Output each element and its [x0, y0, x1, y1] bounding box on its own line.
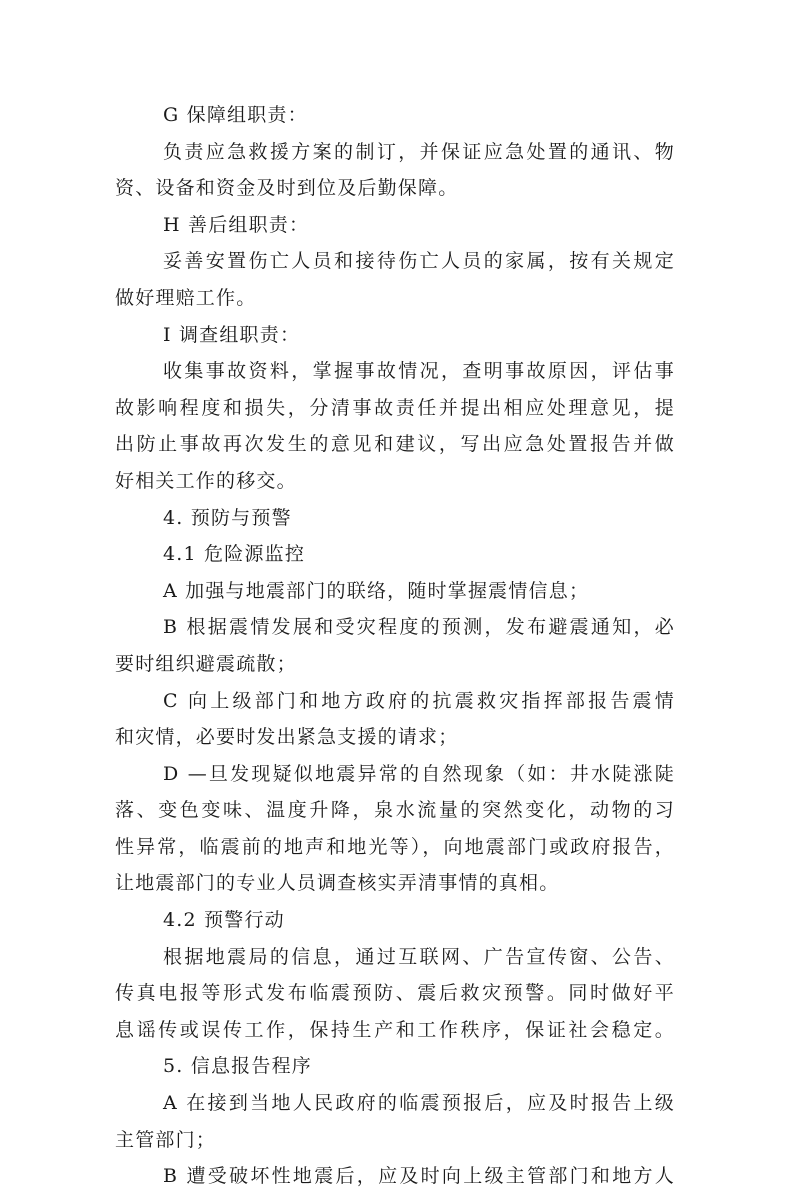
- document-body: [115, 97, 675, 1195]
- heading-aftermath-group-duties: H 善后组职责：: [163, 213, 310, 236]
- paragraph-line: 根据地震局的信息，通过互联网、广告宣传窗、公告、: [163, 945, 675, 968]
- paragraph-line: 负责应急救援方案的制订，并保证应急处置的通讯、物: [163, 140, 675, 163]
- paragraph-line: 要时组织避震疏散；: [115, 652, 297, 675]
- paragraph-line: 性异常，临震前的地声和地光等），向地震部门或政府报告，: [115, 835, 675, 858]
- paragraph-line: A 加强与地震部门的联络，随时掌握震情信息；: [163, 579, 590, 602]
- section-heading-prevention-warning: 4. 预防与预警: [163, 506, 292, 529]
- heading-investigation-group-duties: I 调查组职责：: [163, 323, 301, 346]
- paragraph-line: C 向上级部门和地方政府的抗震救灾指挥部报告震情: [163, 689, 675, 712]
- paragraph-line: 出防止事故再次发生的意见和建议，写出应急处置报告并做: [115, 433, 675, 456]
- section-heading-info-reporting: 5. 信息报告程序: [163, 1055, 312, 1078]
- paragraph-line: D —旦发现疑似地震异常的自然现象（如：井水陡涨陡: [163, 762, 675, 785]
- paragraph-line: 落、变色变味、温度升降，泉水流量的突然变化，动物的习: [115, 799, 675, 822]
- paragraph-line: B 根据震情发展和受灾程度的预测，发布避震通知，必: [163, 616, 675, 639]
- paragraph-line: 妥善安置伤亡人员和接待伤亡人员的家属，按有关规定: [163, 250, 675, 273]
- paragraph-line: 做好理赔工作。: [115, 286, 257, 309]
- paragraph-line: 传真电报等形式发布临震预防、震后救灾预警。同时做好平: [115, 982, 675, 1005]
- paragraph-line: 收集事故资料，掌握事故情况，查明事故原因，评估事: [163, 360, 675, 383]
- paragraph-line: 息谣传或误传工作，保持生产和工作秩序，保证社会稳定。: [115, 1018, 675, 1041]
- paragraph-line: 资、设备和资金及时到位及后勤保障。: [115, 177, 459, 200]
- subsection-heading-hazard-monitoring: 4.1 危险源监控: [163, 543, 306, 566]
- heading-support-group-duties: G 保障组职责：: [163, 104, 308, 126]
- subsection-heading-warning-actions: 4.2 预警行动: [163, 909, 285, 932]
- paragraph-line: 故影响程度和损失，分清事故责任并提出相应处理意见，提: [115, 396, 675, 419]
- paragraph-line: 和灾情，必要时发出紧急支援的请求；: [115, 726, 459, 749]
- paragraph-line: A 在接到当地人民政府的临震预报后，应及时报告上级: [163, 1092, 675, 1115]
- paragraph-line: 主管部门；: [115, 1128, 217, 1151]
- paragraph-line: 好相关工作的移交。: [115, 469, 297, 492]
- paragraph-line: B 遭受破坏性地震后，应及时向上级主管部门和地方人: [163, 1165, 675, 1188]
- paragraph-line: 让地震部门的专业人员调查核实弄清事情的真相。: [115, 872, 560, 895]
